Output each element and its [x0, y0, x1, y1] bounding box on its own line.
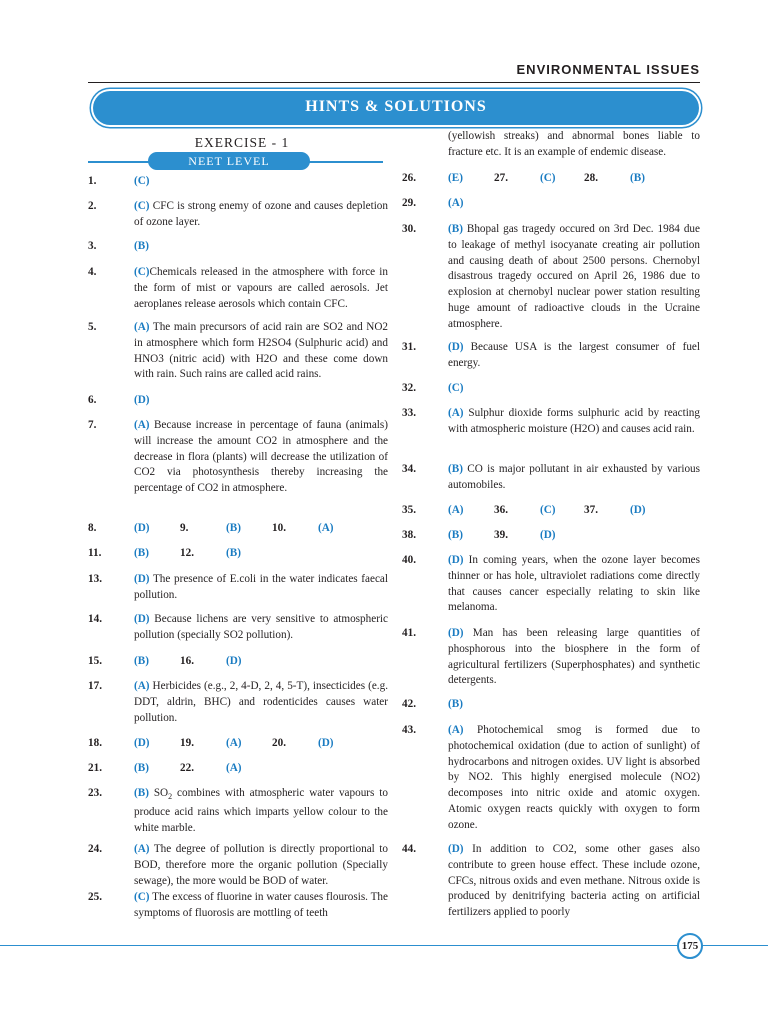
answer-item: 1. (C) [88, 175, 150, 187]
answer-item: 6. (D) [88, 394, 150, 406]
answer-row: 11. (B) 12. (B) [88, 547, 241, 559]
answer-item: 7. (A) Because increase in percentage of fauna (animals) will increase the amount CO2 in atmosphere and the decrease in flora (plants) will decrease the utilization of CO2 via photosynthesis thereby increasing the percentage of CO2 in atmosphere. [88, 419, 388, 495]
answer-item: 4. (C)Chemicals released in the atmosphere with force in the form of mist or vapours are called aerosols. Jet aeroplanes release aerosols which contain CFC. [88, 266, 388, 310]
chapter-title: ENVIRONMENTAL ISSUES [516, 62, 700, 77]
banner-title: HINTS & SOLUTIONS [305, 98, 487, 115]
answer-item: 17. (A) Herbicides (e.g., 2, 4-D, 2, 4, 5-T), insecticides (e.g. DDT, aldrin, BHC) and rodenticides causes water pollution. [88, 680, 388, 724]
right-column [402, 0, 700, 940]
answer-item: 32. (C) [402, 382, 464, 394]
answer-row: 21. (B) 22. (A) [88, 762, 242, 774]
level-badge: NEET LEVEL [148, 152, 310, 170]
answer-item: 5. (A) The main precursors of acid rain are SO2 and NO2 in atmosphere which form H2SO4 (Sulphuric acid) and HNO3 (nitric acid) with H2O and these come down with rain. Such rains are called acid rains. [88, 321, 388, 381]
answer-item: 40. (D) In coming years, when the ozone layer becomes thinner or has hole, ultraviolet radiations come directly that causes cancer especially relating to skin like melanoma. [402, 554, 700, 614]
exercise-title: EXERCISE - 1 [194, 135, 290, 150]
answer-row: 18. (D) 19. (A) 20. (D) [88, 737, 334, 749]
answer-row: 35. (A) 36. (C) 37. (D) [402, 504, 646, 516]
footer-rule [702, 945, 768, 946]
answer-row: 38. (B) 39. (D) [402, 529, 556, 541]
answer-row: 26. (E) 27. (C) 28. (B) [402, 172, 645, 184]
answer-item: 13. (D) The presence of E.coli in the water indicates faecal pollution. [88, 573, 388, 601]
answer-item: 43. (A) Photochemical smog is formed due to photochemical oxidation (due to action of sunlight) of hydrocarbons and nitrogen oxides. UV light is absorbed by NO2. This highly energised molecule (NO2) decomposes into nitric oxide and atomic oxygen. Atomic oxygen reacts quickly with oxygen to form ozone. [402, 724, 700, 831]
answer-item: 34. (B) CO is major pollutant in air exhausted by various automobiles. [402, 463, 700, 491]
footer-rule [0, 945, 694, 946]
page-number: 175 [677, 933, 703, 959]
answer-item: 42. (B) [402, 698, 463, 710]
answer-item: 44. (D) In addition to CO2, some other gases also contribute to green house effect. These include ozone, CFCs, nitrous oxids and even methane. Nitrous oxide is produced by denitrifying bacteria acting on artificial fertilizers applied to poorly [402, 843, 700, 919]
answer-item: 3. (B) [88, 240, 149, 252]
answer-row: 8. (D) 9. (B) 10. (A) [88, 522, 334, 534]
answer-item: 30. (B) Bhopal gas tragedy occured on 3rd Dec. 1984 due to leakage of methyl isocyanate creating air pollution and causing death of about 2500 persons. Chernobyl disastrous tragedy occured on April 26, 1986 due to explosion at chernobyl nuclear power station resulting huge amount of radioactive clouds in the Ucraine atmosphere. [402, 223, 700, 330]
answer-item: 24. (A) The degree of pollution is directly proportional to BOD, therefore more the organic pollution (Specially sewage), the more would be BOD of water. [88, 843, 388, 887]
answer-row: 15. (B) 16. (D) [88, 655, 242, 667]
answer-item: 41. (D) Man has been releasing large quantities of phosphorous into the biosphere in the form of agricultural fertilizers (Superphosphates) and synthetic detergents. [402, 627, 700, 687]
continued-text: (yellowish streaks) and abnormal bones liable to fracture etc. It is an example of endemic disease. [448, 130, 700, 158]
answer-item: 33. (A) Sulphur dioxide forms sulphuric acid by reacting with atmospheric moisture (H2O) and causes acid rain. [402, 407, 700, 435]
answer-item: 2. (C) CFC is strong enemy of ozone and causes depletion of ozone layer. [88, 200, 388, 228]
answer-item: 25. (C) The excess of fluorine in water causes flourosis. The symptoms of fluorosis are mottling of teeth [88, 891, 388, 919]
answer-item: 23. (B) $SO_2$ combines with atmospheric water vapours to produce acid rains which imparts yellow colour to the white marble. [88, 787, 388, 834]
answer-item: 31. (D) Because USA is the largest consumer of fuel energy. [402, 341, 700, 369]
answer-item: 14. (D) Because lichens are very sensitive to atmospheric pollution (specially SO2 pollution). [88, 613, 388, 641]
left-column [88, 0, 388, 940]
answer-item: 29. (A) [402, 197, 464, 209]
